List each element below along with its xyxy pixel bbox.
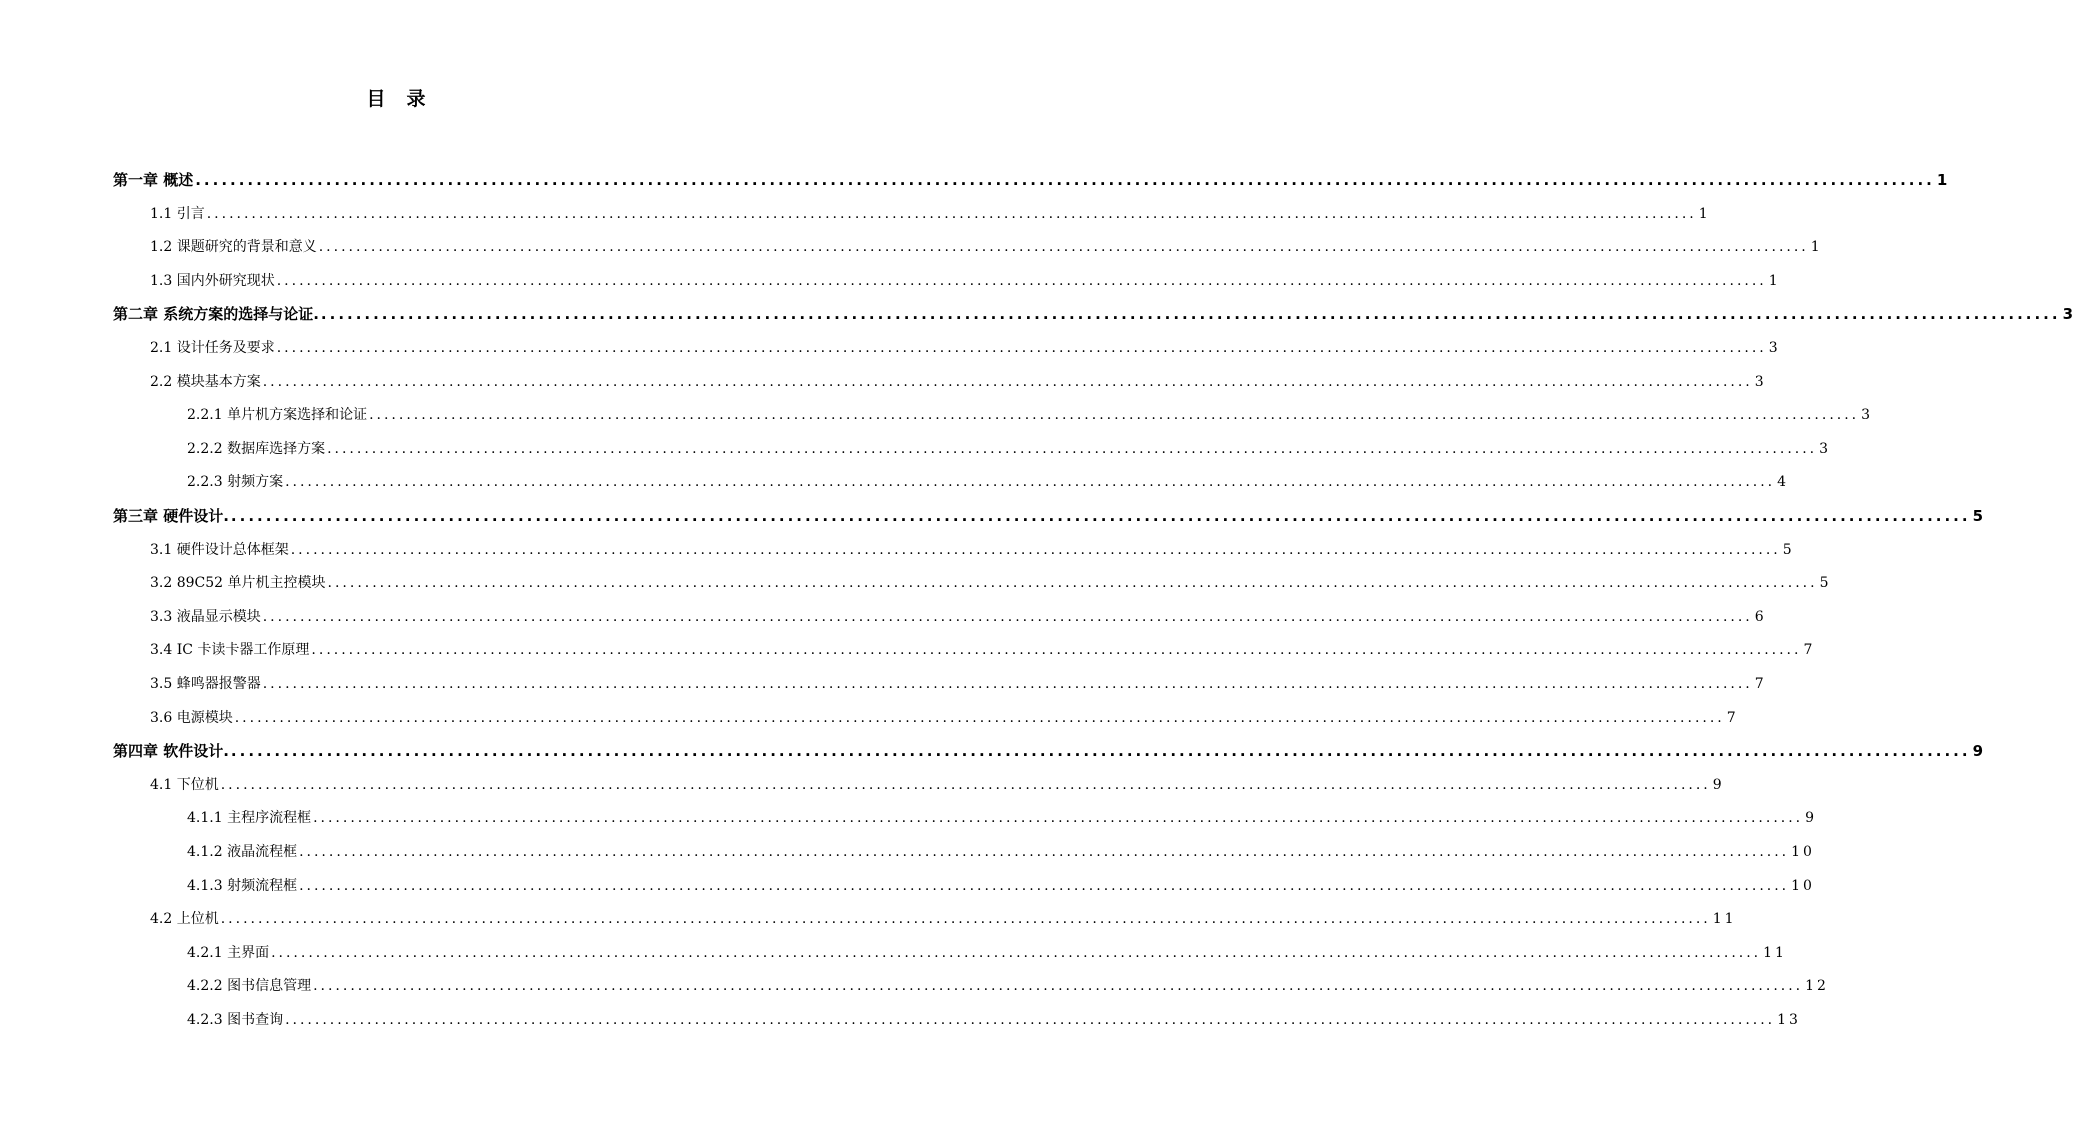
toc-entry-label: 3.5 蜂鸣器报警器 [150, 676, 261, 692]
toc-entry[interactable] [150, 538, 1795, 562]
toc-entry-page: 1 [1768, 272, 1781, 289]
toc-entry-label: 4.1 下位机 [150, 776, 219, 793]
dot-leader: ........................................................................................................................................................................................................ [195, 171, 1935, 189]
toc-entry[interactable] [150, 202, 1711, 226]
toc-entry[interactable] [187, 470, 1790, 494]
toc-entry[interactable] [150, 907, 1737, 931]
toc-entry-label: 3.1 硬件设计总体框架 [150, 541, 289, 558]
dot-leader: ........................................................................................................................................................................................................ [369, 407, 1860, 424]
toc-entry-page: 12 [1805, 978, 1829, 995]
toc-entry[interactable] [113, 504, 1987, 528]
dot-leader: ........................................................................................................................................................................................................ [262, 373, 1753, 390]
toc-entry-label: 1.2 课题研究的背景和意义 [150, 239, 317, 256]
toc-entry[interactable] [187, 806, 1818, 830]
toc-entry-page: 7 [1803, 642, 1816, 659]
toc-entry-page: 5 [1819, 575, 1832, 592]
toc-entry-label: 4.2 上位机 [150, 911, 219, 928]
toc-entry-label: 3.3 液晶显示模块 [150, 608, 261, 625]
toc-entry-label: 4.1.1 主程序流程框 [187, 810, 312, 827]
toc-entry[interactable] [187, 941, 1787, 965]
toc-entry-label: 1.3 国内外研究现状 [150, 272, 275, 289]
toc-entry-label: 第四章 软件设计. [113, 742, 229, 761]
dot-leader: ........................................................................................................................................................................................................ [299, 844, 1790, 860]
toc-entry[interactable] [150, 672, 1767, 696]
dot-leader: ........................................................................................................................................................................................................ [276, 272, 1767, 289]
dot-leader: ........................................................................................................................................................................................................ [230, 742, 1971, 761]
dot-leader: ........................................................................................................................................................................................................ [299, 877, 1790, 894]
toc-entry[interactable] [113, 302, 2076, 326]
dot-leader: ........................................................................................................................................................................................................ [290, 541, 1781, 558]
toc-entry[interactable] [150, 706, 1739, 730]
toc-title: 目 录 [366, 88, 427, 110]
toc-entry-label: 第二章 系统方案的选择与论证. [113, 305, 319, 324]
toc-entry-page: 13 [1777, 1012, 1801, 1028]
toc-entry[interactable] [187, 974, 1829, 998]
toc-entry[interactable] [150, 605, 1767, 629]
toc-entry-label: 3.6 电源模块 [150, 709, 233, 726]
toc-entry-page: 10 [1791, 877, 1815, 894]
dot-leader: ........................................................................................................................................................................................................ [327, 575, 1818, 592]
toc-entry-page: 5 [1972, 507, 1987, 525]
toc-entry-page: 5 [1782, 541, 1795, 558]
toc-entry-page: 9 [1712, 776, 1725, 793]
toc-entry-page: 11 [1712, 911, 1737, 928]
dot-leader: ........................................................................................................................................................................................................ [318, 239, 1809, 256]
toc-entry-page: 9 [1805, 810, 1818, 827]
dot-leader: ........................................................................................................................................................................................................ [327, 440, 1818, 457]
toc-entry[interactable] [150, 571, 1832, 595]
toc-entry-label: 2.1 设计任务及要求 [150, 340, 275, 356]
toc-entry-label: 2.2.2 数据库选择方案 [187, 440, 326, 457]
toc-entry[interactable] [113, 739, 1987, 763]
dot-leader: ........................................................................................................................................................................................................ [220, 911, 1711, 928]
toc-entry-label: 1.1 引言 [150, 205, 205, 222]
toc-entry[interactable] [187, 874, 1815, 898]
toc-entry-label: 4.2.2 图书信息管理 [187, 978, 312, 995]
dot-leader: ........................................................................................................................................................................................................ [285, 1012, 1776, 1028]
toc-entry-label: 3.2 89C52 单片机主控模块 [150, 575, 326, 592]
toc-entry-label: 4.1.2 液晶流程框 [187, 844, 298, 860]
toc-entry[interactable] [113, 168, 1951, 192]
toc-entry[interactable] [150, 235, 1823, 259]
toc-entry-page: 3 [1861, 407, 1874, 424]
toc-entry[interactable] [150, 638, 1816, 662]
toc-entry-label: 第三章 硬件设计. [113, 507, 229, 525]
dot-leader: ........................................................................................................................................................................................................ [311, 642, 1802, 659]
dot-leader: ........................................................................................................................................................................................................ [262, 608, 1753, 625]
toc-entry[interactable] [187, 437, 1832, 461]
dot-leader: ........................................................................................................................................................................................................ [230, 507, 1971, 525]
toc-entry-label: 第一章 概述 [113, 171, 194, 189]
toc-entry-label: 2.2 模块基本方案 [150, 373, 261, 390]
toc-entry[interactable] [187, 403, 1874, 427]
toc-entry-page: 7 [1754, 676, 1767, 692]
toc-entry-page: 10 [1791, 844, 1815, 860]
toc-entry-page: 3 [2062, 305, 2076, 324]
toc-entry-label: 4.2.1 主界面 [187, 944, 270, 961]
toc-entry-page: 3 [1768, 340, 1781, 356]
dot-leader: ........................................................................................................................................................................................................ [220, 776, 1711, 793]
dot-leader: ........................................................................................................................................................................................................ [206, 205, 1697, 222]
dot-leader: ........................................................................................................................................................................................................ [276, 340, 1767, 356]
toc-entry[interactable] [150, 773, 1725, 797]
toc-entry-page: 3 [1819, 440, 1832, 457]
dot-leader: ........................................................................................................................................................................................................ [313, 810, 1804, 827]
dot-leader: ........................................................................................................................................................................................................ [320, 305, 2061, 324]
toc-entry-label: 3.4 IC 卡读卡器工作原理 [150, 642, 310, 659]
toc-entry-label: 2.2.3 射频方案 [187, 474, 284, 491]
toc-entry-page: 3 [1754, 373, 1767, 390]
toc-entry-page: 1 [1810, 239, 1823, 256]
toc-entry[interactable] [187, 1008, 1801, 1032]
toc-entry-page: 11 [1763, 944, 1787, 961]
toc-entry-page: 6 [1754, 608, 1767, 625]
toc-entry-page: 1 [1698, 205, 1711, 222]
dot-leader: ........................................................................................................................................................................................................ [262, 676, 1753, 692]
toc-entry-page: 1 [1936, 171, 1951, 189]
toc-entry[interactable] [150, 269, 1781, 293]
toc-entry-page: 9 [1972, 742, 1987, 761]
dot-leader: ........................................................................................................................................................................................................ [313, 978, 1804, 995]
toc-entry[interactable] [150, 370, 1767, 394]
toc-entry[interactable] [150, 336, 1781, 360]
toc-entry[interactable] [187, 840, 1815, 864]
toc-entry-page: 4 [1777, 474, 1790, 491]
toc-entry-label: 2.2.1 单片机方案选择和论证 [187, 407, 368, 424]
dot-leader: ........................................................................................................................................................................................................ [271, 944, 1762, 961]
toc-entry-label: 4.1.3 射频流程框 [187, 877, 298, 894]
toc-entry-page: 7 [1726, 709, 1739, 726]
dot-leader: ........................................................................................................................................................................................................ [285, 474, 1776, 491]
toc-entry-label: 4.2.3 图书查询 [187, 1012, 284, 1028]
dot-leader: ........................................................................................................................................................................................................ [234, 709, 1725, 726]
